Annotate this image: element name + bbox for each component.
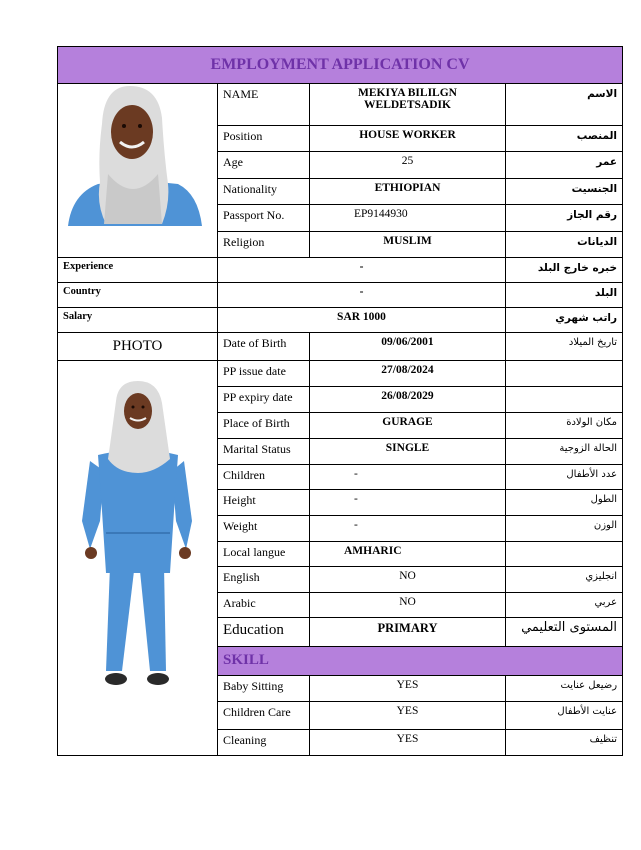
nationality-arabic: الجنسيت [506,178,623,204]
children-care-value: YES [310,701,506,729]
experience-label: Experience [58,258,218,283]
country-label: Country [58,283,218,308]
weight-label: Weight [218,515,310,541]
pp-expiry-arabic [506,387,623,413]
pp-issue-value: 27/08/2024 [310,361,506,387]
fullbody-photo [58,361,218,756]
nationality-label: Nationality [218,178,310,204]
baby-sitting-arabic: رضيعل عنايت [506,675,623,701]
cleaning-arabic: تنظيف [506,729,623,755]
religion-arabic: الديانات [506,231,623,257]
nationality-value: ETHIOPIAN [310,178,506,204]
height-value: - [310,489,506,515]
local-language-arabic [506,541,623,566]
religion-value: MUSLIM [310,231,506,257]
pp-expiry-value: 26/08/2029 [310,387,506,413]
pp-issue-arabic [506,361,623,387]
baby-sitting-value: YES [310,675,506,701]
headshot-image [58,84,218,253]
experience-arabic: خبره خارج البلد [506,258,623,283]
english-label: English [218,567,310,593]
english-arabic: انجليزي [506,567,623,593]
age-label: Age [218,152,310,178]
children-label: Children [218,464,310,489]
dob-value: 09/06/2001 [310,333,506,361]
arabic-label: Arabic [218,593,310,618]
age-arabic: عمر [506,152,623,178]
headshot-photo [58,84,218,258]
cv-table [57,46,623,756]
place-of-birth-arabic: مكان الولادة [506,413,623,439]
marital-status-value: SINGLE [310,439,506,464]
skill-section-title: SKILL [218,647,623,675]
children-value: - [310,464,506,489]
marital-status-arabic: الحالة الزوجية [506,439,623,464]
name-label: NAME [218,84,310,126]
education-value: PRIMARY [310,618,506,647]
dob-arabic: تاريخ الميلاد [506,333,623,361]
education-arabic: المستوى التعليمي [506,618,623,647]
age-value: 25 [310,152,506,178]
religion-label: Religion [218,231,310,257]
children-arabic: عدد الأطفال [506,464,623,489]
position-arabic: المنصب [506,125,623,151]
country-value: - [218,283,506,308]
page-title: EMPLOYMENT APPLICATION CV [58,47,623,84]
children-care-label: Children Care [218,701,310,729]
local-language-value: AMHARIC [310,541,506,566]
cleaning-label: Cleaning [218,729,310,755]
passport-value: EP9144930 [310,205,506,231]
salary-arabic: راتب شهري [506,308,623,333]
height-label: Height [218,489,310,515]
weight-value: - [310,515,506,541]
pp-expiry-label: PP expiry date [218,387,310,413]
salary-label: Salary [58,308,218,333]
dob-label: Date of Birth [218,333,310,361]
country-arabic: البلد [506,283,623,308]
cleaning-value: YES [310,729,506,755]
position-label: Position [218,125,310,151]
experience-value: - [218,258,506,283]
weight-arabic: الوزن [506,515,623,541]
photo-label: PHOTO [58,333,218,361]
salary-value: SAR 1000 [218,308,506,333]
marital-status-label: Marital Status [218,439,310,464]
baby-sitting-label: Baby Sitting [218,675,310,701]
arabic-arabic: عربي [506,593,623,618]
name-arabic: الاسم [506,84,623,126]
cv-sheet [57,46,622,756]
english-value: NO [310,567,506,593]
passport-label: Passport No. [218,205,310,231]
height-arabic: الطول [506,489,623,515]
place-of-birth-value: GURAGE [310,413,506,439]
position-value: HOUSE WORKER [310,125,506,151]
fullbody-image [58,361,218,751]
arabic-value: NO [310,593,506,618]
pp-issue-label: PP issue date [218,361,310,387]
children-care-arabic: عنايت الأطفال [506,701,623,729]
name-value: MEKIYA BILILGN WELDETSADIK [310,84,506,126]
passport-arabic: رقم الجاز [506,205,623,231]
education-label: Education [218,618,310,647]
place-of-birth-label: Place of Birth [218,413,310,439]
local-language-label: Local langue [218,541,310,566]
